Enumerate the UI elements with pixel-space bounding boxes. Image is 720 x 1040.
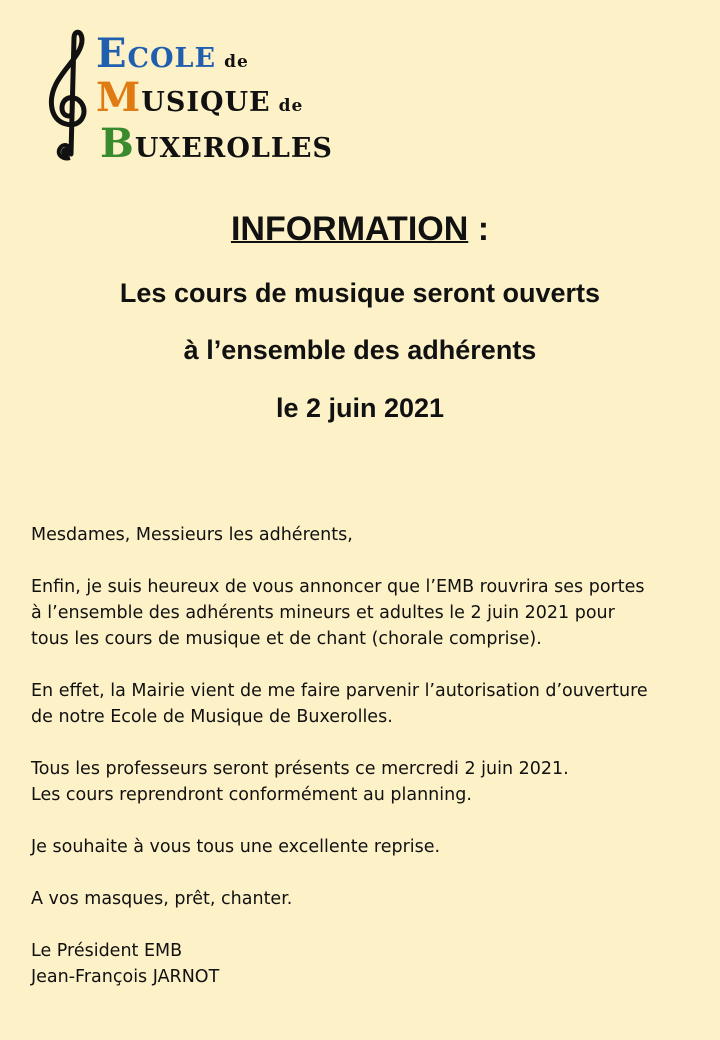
information-heading: INFORMATION : — [230, 210, 490, 248]
greeting: Mesdames, Messieurs les adhérents, — [31, 525, 353, 545]
headline-date: le 2 juin 2021 — [275, 393, 445, 423]
logo-line-musique: MUSIQUE de — [96, 74, 304, 121]
paragraph-wishes: Je souhaite à vous tous une excellente reprise. — [31, 837, 441, 857]
paragraph-reopening: Enfin, je suis heureux de vous annoncer que l’EMB rouvrira ses portes à l’ensemble des adhérents mineurs et adultes le 2 juin 2021 pour tous les cours de musique et de chant (chorale comprise). — [31, 577, 645, 649]
paragraph-teachers: Tous les professeurs seront présents ce mercredi 2 juin 2021. Les cours reprendront conformément au planning. — [31, 759, 569, 805]
logo-line-buxerolles: BUXEROLLES — [100, 120, 333, 167]
paragraph-closing: A vos masques, prêt, chanter. — [31, 889, 293, 909]
treble-clef-icon — [44, 28, 92, 164]
letter-body — [31, 522, 701, 990]
signature: Le Président EMB Jean-François JARNOT — [31, 941, 220, 987]
headline-line-1: Les cours de musique seront ouverts — [119, 278, 601, 308]
school-logo — [44, 28, 333, 168]
paragraph-authorization: En effet, la Mairie vient de me faire parvenir l’autorisation d’ouverture de notre Ecole de Musique de Buxerolles. — [31, 681, 648, 727]
headline-line-2: à l’ensemble des adhérents — [183, 335, 537, 365]
logo-line-ecole: ECOLE de — [96, 30, 249, 77]
